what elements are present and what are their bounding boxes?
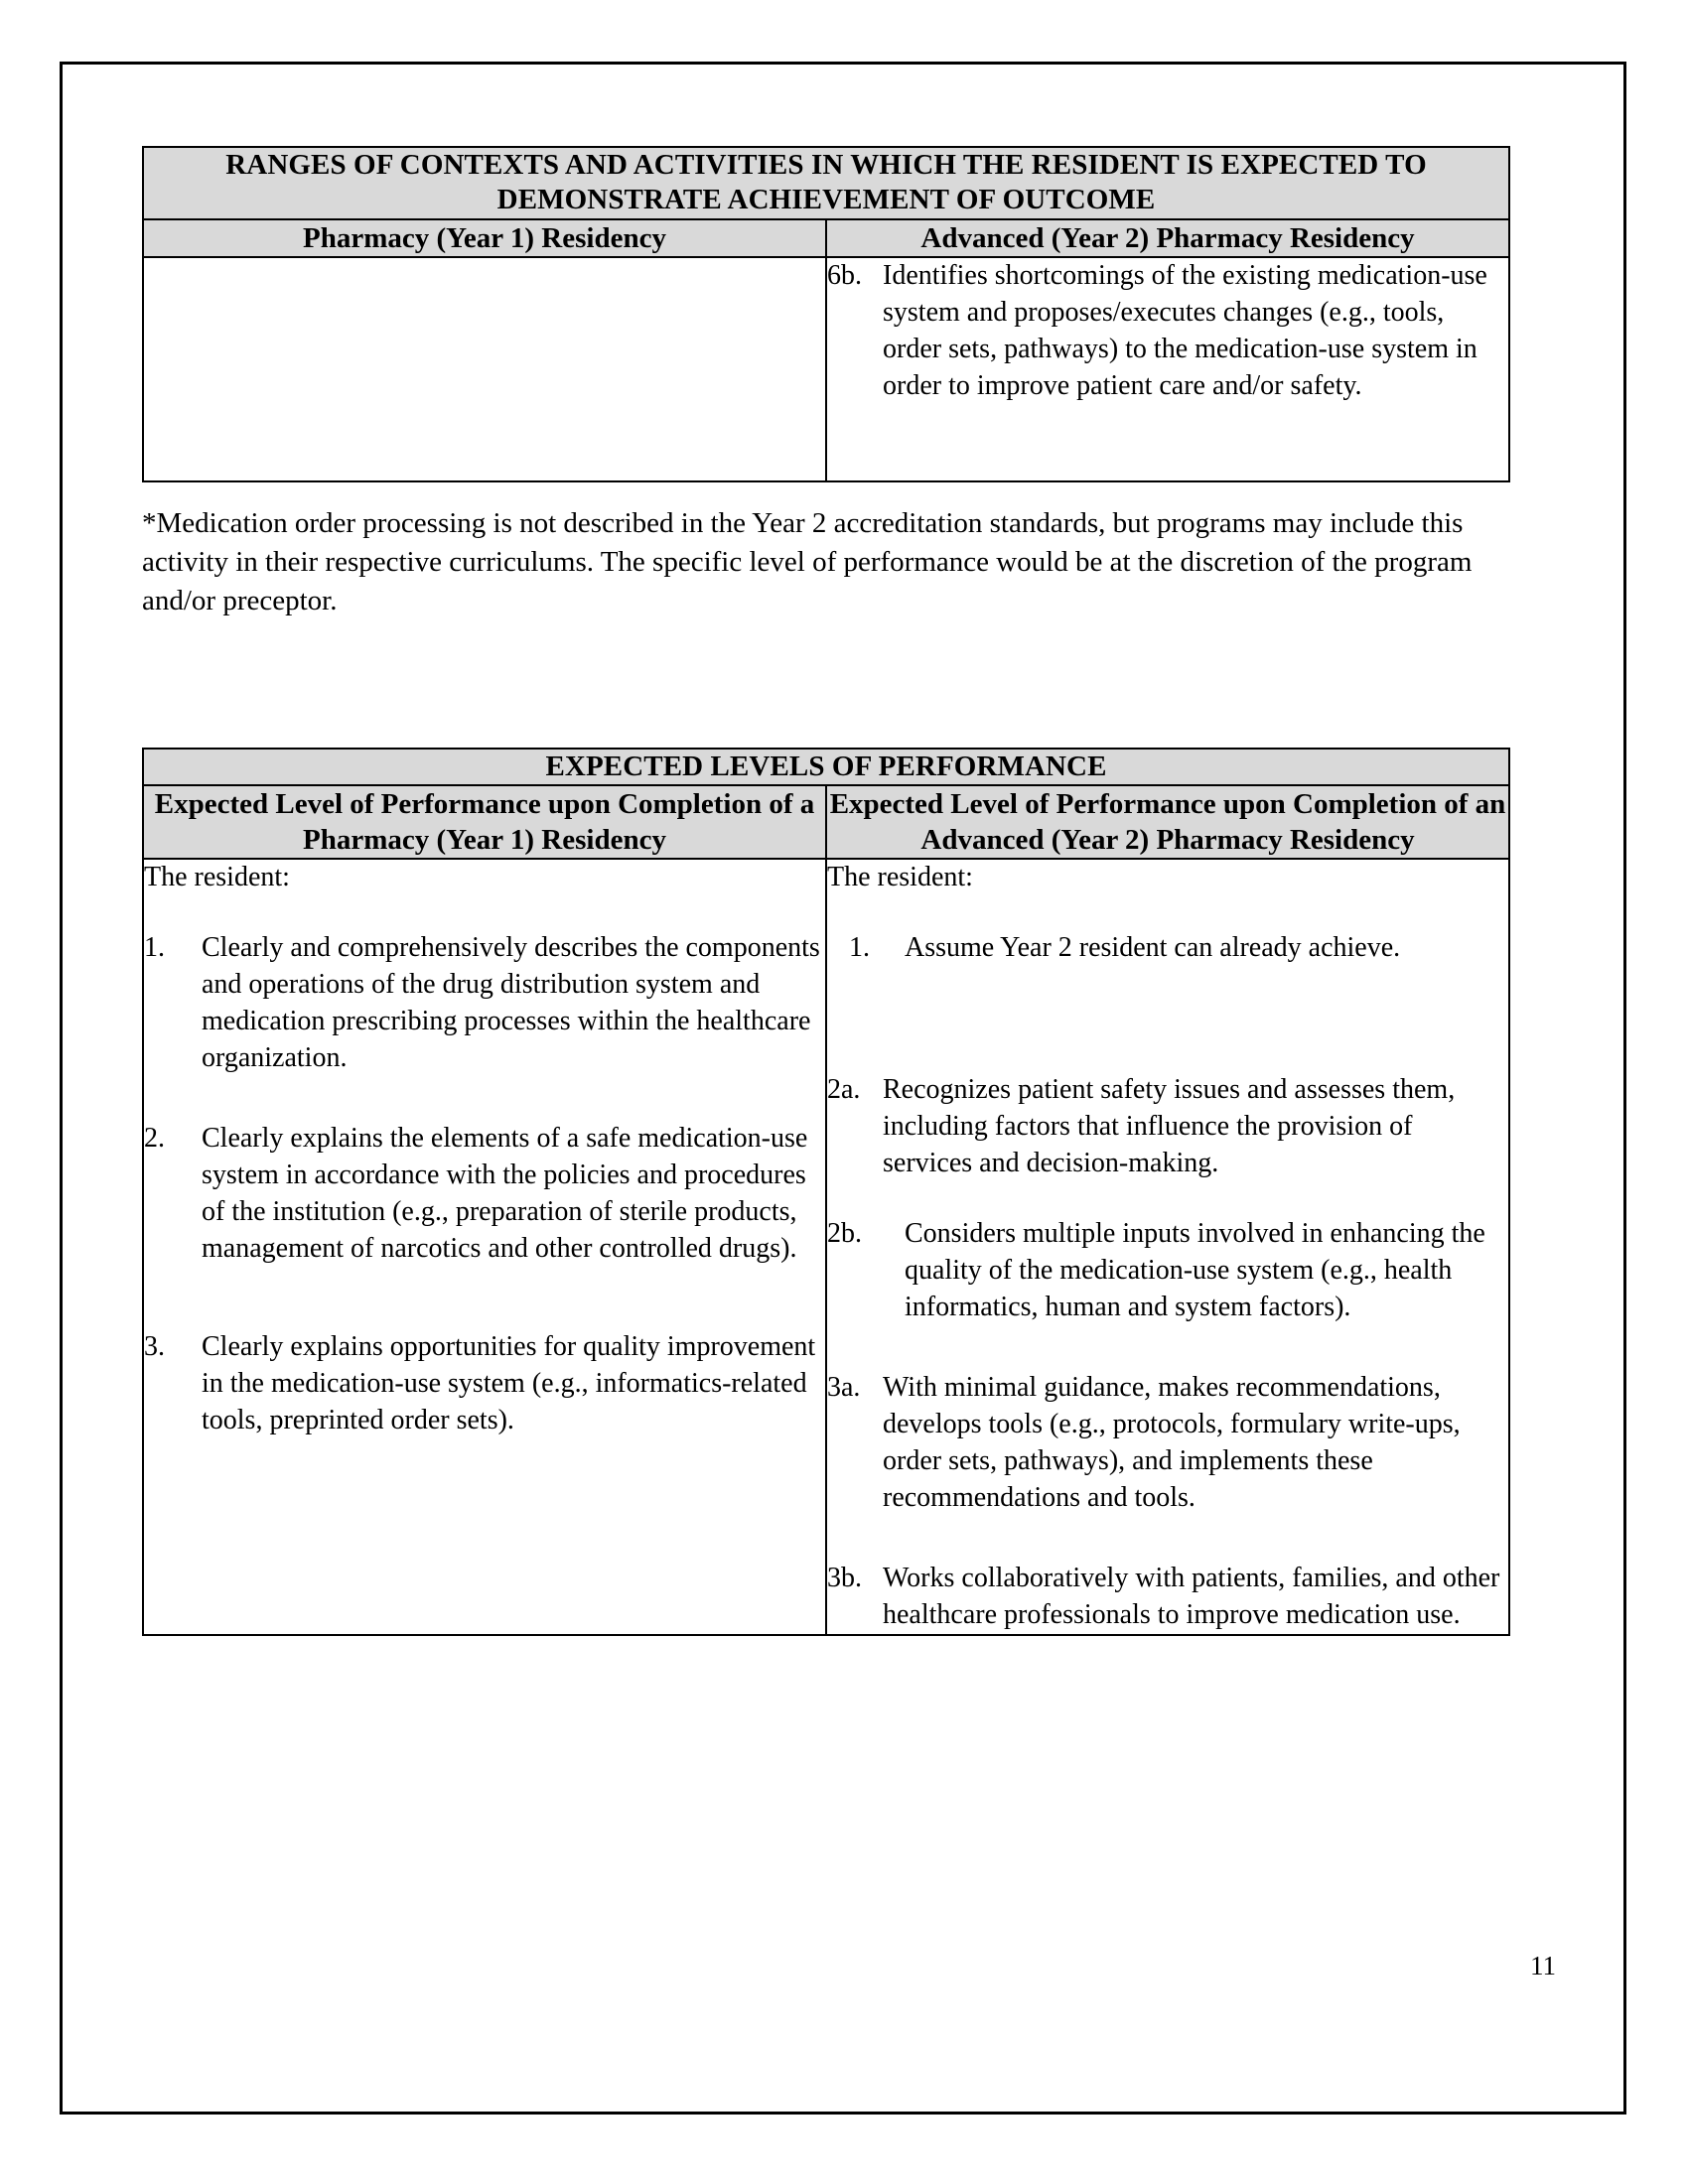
page-content <box>142 146 1552 1636</box>
table2-column-header-year2: Expected Level of Performance upon Completion of an Advanced (Year 2) Pharmacy Residency <box>826 785 1509 860</box>
list-item <box>827 930 1508 967</box>
list-item <box>827 1216 1508 1326</box>
list-item-marker: 2. <box>144 1123 165 1155</box>
right-intro-text: The resident: <box>827 862 973 893</box>
table-column-header-row <box>143 785 1509 860</box>
list-item <box>144 1329 825 1439</box>
spacer <box>827 1326 1508 1370</box>
table1-banner-title: RANGES OF CONTEXTS AND ACTIVITIES IN WHICH THE RESIDENT IS EXPECTED TO DEMONSTRATE ACHIEVEMENT OF OUTCOME <box>143 147 1509 219</box>
left-intro-text: The resident: <box>144 862 290 893</box>
table-column-header-row <box>143 219 1509 257</box>
table2-right-cell <box>826 859 1509 1634</box>
list-item-text: Works collaboratively with patients, families, and other healthcare professionals to improve medication use. <box>883 1562 1500 1630</box>
spacer <box>827 967 1508 1028</box>
table-row <box>143 257 1509 481</box>
list-item-text: Clearly explains the elements of a safe medication-use system in accordance with the policies and procedures of the institution (e.g., preparation of sterile products, management of narcotics and other controlled drugs). <box>202 1123 808 1265</box>
list-item-text: Considers multiple inputs involved in enhancing the quality of the medication-use system (e.g., health informatics, human and system factors). <box>905 1218 1485 1323</box>
list-item <box>827 1370 1508 1517</box>
list-item-text: Recognizes patient safety issues and assesses them, including factors that influence the provision of services and decision-making. <box>883 1074 1456 1179</box>
list-item <box>827 258 1508 405</box>
list-item-marker: 6b. <box>827 260 862 291</box>
list-item <box>144 930 825 1077</box>
list-item-marker: 2b. <box>827 1218 862 1250</box>
list-item-text: Clearly and comprehensively describes the components and operations of the drug distribution system and medication prescribing processes within the healthcare organization. <box>202 932 820 1074</box>
list-item <box>144 1121 825 1268</box>
spacer <box>827 1182 1508 1216</box>
spacer <box>827 1517 1508 1561</box>
list-item-marker: 3a. <box>827 1372 861 1404</box>
table1-column-header-year1: Pharmacy (Year 1) Residency <box>143 219 826 257</box>
list-item-text: With minimal guidance, makes recommendations, develops tools (e.g., protocols, formulary write-ups, order sets, pathways), and implements these recommendations and tools. <box>883 1372 1461 1513</box>
list-item <box>827 1561 1508 1634</box>
table1-left-cell <box>143 257 826 481</box>
list-item-marker: 1. <box>849 932 870 964</box>
expected-levels-of-performance-table <box>142 748 1510 1636</box>
table2-banner-title: EXPECTED LEVELS OF PERFORMANCE <box>143 749 1509 785</box>
spacer <box>144 1268 825 1329</box>
page-border <box>60 62 1626 2115</box>
ranges-of-contexts-table <box>142 146 1510 482</box>
section-spacer <box>142 620 1552 748</box>
table-row <box>143 859 1509 1634</box>
list-item-marker: 1. <box>144 932 165 964</box>
spacer <box>827 1028 1508 1072</box>
table-banner-row <box>143 749 1509 785</box>
list-item-text: Clearly explains opportunities for quality improvement in the medication-use system (e.g., informatics-related tools, preprinted order sets). <box>202 1331 816 1435</box>
table1-right-cell <box>826 257 1509 481</box>
list-item-marker: 2a. <box>827 1074 861 1106</box>
table2-column-header-year1: Expected Level of Performance upon Completion of a Pharmacy (Year 1) Residency <box>143 785 826 860</box>
table-banner-row <box>143 147 1509 219</box>
spacer <box>144 1077 825 1121</box>
spacer <box>144 896 825 930</box>
list-item-marker: 3b. <box>827 1562 862 1593</box>
footnote-text: *Medication order processing is not described in the Year 2 accreditation standards, but programs may include this activity in their respective curriculums. The specific level of performance would be at the discretion of the program and/or preceptor. <box>142 507 1473 616</box>
list-item-text: Identifies shortcomings of the existing medication-use system and proposes/executes changes (e.g., tools, order sets, pathways) to the medication-use system in order to improve patient care and/or safety. <box>883 260 1487 401</box>
page-number: 11 <box>1530 1951 1556 1980</box>
table1-column-header-year2: Advanced (Year 2) Pharmacy Residency <box>826 219 1509 257</box>
table2-left-cell <box>143 859 826 1634</box>
spacer <box>827 896 1508 930</box>
list-item-marker: 3. <box>144 1331 165 1363</box>
list-item-text: Assume Year 2 resident can already achieve. <box>905 932 1401 964</box>
list-item <box>827 1072 1508 1182</box>
